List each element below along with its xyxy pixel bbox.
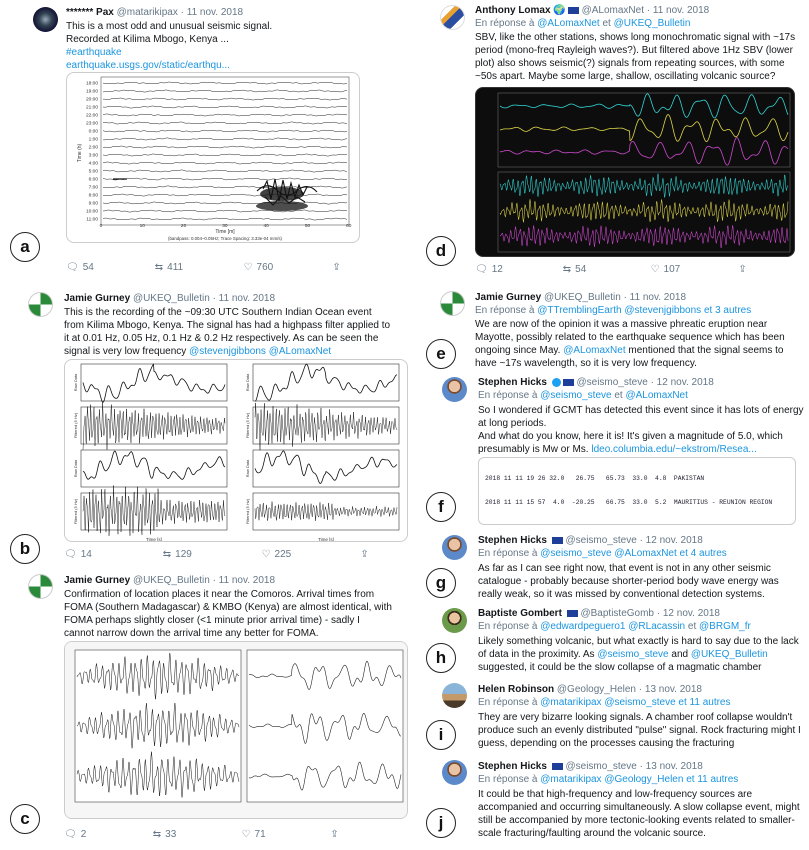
helicorder-trace <box>103 178 347 180</box>
author-name[interactable]: Anthony Lomax <box>475 5 551 16</box>
mention-link[interactable]: @stevenjgibbons <box>624 305 702 316</box>
helicorder-trace <box>103 82 347 84</box>
helicorder-trace <box>103 114 347 116</box>
like-icon: ♡ <box>650 264 660 275</box>
time-tick-label: 6:00 <box>88 177 98 183</box>
seismic-trace <box>83 364 225 402</box>
tweet-text-line: It could be that high-frequency and low-frequency sources are <box>478 789 753 800</box>
author-handle[interactable]: @BaptisteGomb <box>580 608 654 619</box>
tweet-text-line: catalogue - probably because shorter-period body wave energy was <box>478 576 779 587</box>
time-tick-label: 21:00 <box>85 105 98 111</box>
like-button[interactable]: ♡ 71 <box>241 829 266 841</box>
tweet-text-line: ~50s apart. Maybe some large, shallow, oscillating volcanic source? <box>475 71 776 82</box>
reply-button[interactable]: 🗨 12 <box>475 264 503 276</box>
tweet-text-line: suggested, it could be the slow collapse of a magmatic chamber <box>478 662 762 673</box>
colored-trace <box>500 199 788 222</box>
helicorder-trace <box>103 154 347 156</box>
like-icon: ♡ <box>243 262 253 273</box>
tweet-text-line: SBV, like the other stations, shows long monochromatic signal with ~17s <box>475 32 796 43</box>
mention-link[interactable]: @TTremblingEarth <box>537 305 622 316</box>
eu-flag-icon <box>568 7 579 14</box>
tweet-text-line: accompanied and occurring simultaneously. A slow collapse event, might <box>478 802 800 813</box>
y-axis-label: Filtered (5 Hz) <box>73 498 78 525</box>
time-tick-label: 7:00 <box>88 185 98 191</box>
author-handle[interactable]: @seismo_steve <box>565 535 637 546</box>
catalogue-table <box>485 459 772 525</box>
panel-label: h <box>426 643 456 673</box>
reply-icon: 🗨 <box>64 829 77 840</box>
share-button[interactable] <box>330 829 342 840</box>
tweet-date[interactable]: · 11 nov. 2018 <box>212 575 276 586</box>
tweet-text-line: at long periods. <box>478 418 547 429</box>
reply-context: En réponse à @matarikipax @seismo_steve et 11 autres <box>478 697 731 708</box>
y-axis-label: Raw Data <box>73 373 78 392</box>
mention-link[interactable]: @seismo_steve <box>597 649 669 660</box>
author-handle[interactable]: @seismo_steve <box>576 377 648 388</box>
panel-label: i <box>426 720 456 750</box>
mention-link[interactable]: @matarikipax <box>540 774 602 785</box>
reply-icon: 🗨 <box>475 264 488 275</box>
seismic-trace <box>255 451 397 484</box>
panel-label: d <box>426 236 456 266</box>
helicorder-trace <box>103 138 347 140</box>
like-button[interactable]: ♡ 760 <box>243 262 274 274</box>
time-tick-label: 0:00 <box>88 129 98 135</box>
reply-icon: 🗨 <box>66 262 79 273</box>
tweet-text-line: scale fracturing/faulting around the volcanic source. <box>478 828 706 839</box>
mention-link[interactable]: @ALomaxNet <box>563 345 626 356</box>
avatar[interactable] <box>442 683 467 708</box>
y-axis-label: Filtered (5 Hz) <box>73 412 78 439</box>
mention-link[interactable]: @matarikipax <box>540 697 602 708</box>
mention-more-link[interactable]: et 3 autres <box>703 305 752 316</box>
share-button[interactable] <box>332 262 344 273</box>
author-name[interactable]: Stephen Hicks <box>478 377 547 388</box>
tweet-text-line: plot) also shows seismic(?) signals from repeating sources, with some <box>475 58 785 69</box>
time-tick-label: 18:00 <box>85 81 98 87</box>
seismic-trace <box>255 502 397 521</box>
tweet-date[interactable]: · 13 nov. 2018 <box>639 761 703 772</box>
seismogram-image[interactable] <box>66 72 360 243</box>
like-icon: ♡ <box>241 829 251 840</box>
tweet-text-line: still be accompanied by more tectonic-looking events related to smaller- <box>478 815 795 826</box>
tweet-text-line: They are very bizarre looking signals. A chamber roof collapse wouldn't <box>478 712 793 723</box>
x-tick-label: 10 <box>139 224 145 229</box>
mention-link[interactable]: @seismo_steve <box>540 548 612 559</box>
panel-label: c <box>10 804 40 834</box>
panel-label: g <box>426 568 456 598</box>
author-handle[interactable]: @UKEQ_Bulletin <box>132 293 210 304</box>
share-icon: ⇪ <box>738 264 747 275</box>
y-axis-label: Raw Data <box>245 373 250 392</box>
arrival-time-image[interactable] <box>64 641 408 819</box>
mention-link[interactable]: @BRGM_fr <box>699 621 751 632</box>
retweet-icon: ⇆ <box>162 549 172 560</box>
share-button[interactable] <box>360 549 372 560</box>
author-name[interactable]: Helen Robinson <box>478 684 555 695</box>
time-tick-label: 3:00 <box>88 153 98 159</box>
retweet-icon: ⇆ <box>154 262 164 273</box>
mention-more-link[interactable]: et 11 autres <box>678 697 731 708</box>
tweet-text-line: produce such an evenly distributed "pulse" signal. Rock fracturing might I <box>478 725 801 736</box>
mention-link[interactable]: @seismo_steve <box>604 697 676 708</box>
subplot-frame <box>253 364 399 401</box>
tweet-text-line: cannot narrow down the arrival time any better for FOMA. <box>64 628 319 639</box>
tweet-text-line: FOMA perhaps slightly closer (<1 minute prior arrival time) - sadly I <box>64 615 360 626</box>
tweet-text-line: FOMA (Southern Madagascar) & KMBO (Kenya) are almost identical, with <box>64 602 392 613</box>
tweet-text-line: This is a most odd and unusual seismic signal. <box>66 21 273 32</box>
tweet-text-line: it at 0.01 Hz, 0.05 Hz, 0.1 Hz & 0.2 Hz respectively. As can be seen the <box>64 333 379 344</box>
retweet-button[interactable]: ⇆ 33 <box>152 829 177 841</box>
time-tick-label: 8:00 <box>88 193 98 199</box>
panel-label: f <box>426 492 456 522</box>
avatar[interactable] <box>33 7 58 32</box>
time-tick-label: 1:00 <box>88 137 98 143</box>
time-tick-label: 10:00 <box>85 209 98 215</box>
mention-link[interactable]: @seismo_steve <box>540 390 612 401</box>
mention-links[interactable]: @stevenjgibbons @ALomaxNet <box>189 346 332 357</box>
avatar[interactable] <box>442 535 467 560</box>
helicorder-trace <box>103 98 347 100</box>
x-axis-label: Time [s] <box>318 537 334 542</box>
avatar[interactable] <box>440 291 465 316</box>
avatar[interactable] <box>440 5 465 30</box>
helicorder-plot <box>67 73 360 243</box>
tweet-date[interactable]: · 13 nov. 2018 <box>638 684 702 695</box>
time-tick-label: 23:00 <box>85 121 98 127</box>
filtered-plots <box>65 360 408 542</box>
helicorder-trace <box>103 162 347 164</box>
helicorder-trace <box>103 130 347 132</box>
mention-link[interactable]: @edwardpeguero1 <box>540 621 626 632</box>
share-icon: ⇪ <box>360 549 369 560</box>
x-tick-label: 0 <box>99 224 103 229</box>
helicorder-trace <box>103 194 347 196</box>
time-tick-label: 2:00 <box>88 145 98 151</box>
tweet-date[interactable]: · 12 nov. 2018 <box>639 535 703 546</box>
mention-more-link[interactable]: et 4 autres <box>679 548 727 559</box>
hashtag-link[interactable]: #earthquake <box>66 47 122 58</box>
helicorder-trace <box>103 210 347 212</box>
author-name[interactable]: Jamie Gurney <box>475 292 542 303</box>
time-tick-label: 22:00 <box>85 113 98 119</box>
helicorder-trace <box>103 218 347 220</box>
tweet-date[interactable]: · 12 nov. 2018 <box>656 608 720 619</box>
sbv-seismogram-image[interactable] <box>475 87 795 257</box>
reply-context: En réponse à @seismo_steve @ALomaxNet et 4 autres <box>478 548 727 559</box>
author-name[interactable]: Stephen Hicks <box>478 761 547 772</box>
plot-caption: (bandpass: 0.004–0.05Hz; Trace Spacing: 3.33e-04 mm/s) <box>168 236 282 241</box>
seismic-trace <box>255 364 397 401</box>
x-tick-label: 40 <box>263 224 269 229</box>
colored-trace <box>500 173 788 197</box>
reply-context: En réponse à @seismo_steve et @ALomaxNet <box>478 390 688 401</box>
x-tick-label: 30 <box>222 224 228 229</box>
retweet-button[interactable]: ⇆ 411 <box>154 262 184 274</box>
panel-label: b <box>10 534 40 564</box>
avatar[interactable] <box>442 377 467 402</box>
tweet-date[interactable]: · 11 nov. 2018 <box>212 293 276 304</box>
author-handle[interactable]: @ALomaxNet <box>581 5 644 16</box>
y-axis-label: Raw Data <box>245 459 250 478</box>
filtered-seismogram-image[interactable] <box>64 359 408 542</box>
tweet-text-line: really weak, so it was missed by conventional detection systems. <box>478 589 765 600</box>
time-tick-label: 19:00 <box>85 89 98 95</box>
mention-link[interactable]: @ALomaxNet <box>614 548 677 559</box>
x-tick-label: 50 <box>304 224 311 229</box>
panel-label: e <box>426 339 456 369</box>
time-tick-label: 20:00 <box>85 97 98 103</box>
reply-icon: 🗨 <box>64 549 77 560</box>
tweet-text-line: Likely something volcanic, but what exactly is hard to say due to the lack <box>478 636 799 647</box>
retweet-button[interactable]: ⇆ 54 <box>562 264 587 276</box>
tweet-date[interactable]: · 11 nov. 2018 <box>646 5 710 16</box>
seismic-trace <box>83 451 225 479</box>
x-tick-label: 60 <box>346 224 352 229</box>
author-handle[interactable]: @UKEQ_Bulletin <box>543 292 621 303</box>
gcmt-catalogue-image[interactable] <box>478 457 796 525</box>
like-button[interactable]: ♡ 107 <box>650 264 681 276</box>
colored-trace <box>500 138 788 165</box>
verified-icon <box>552 378 561 387</box>
y-axis-label: Raw Data <box>73 459 78 478</box>
retweet-button[interactable]: ⇆ 129 <box>162 549 192 561</box>
seismic-trace <box>83 402 225 449</box>
tweet-text-line: have ~17s wavelength, so it is very low frequency. <box>475 358 697 369</box>
x-axis-label: Time [m] <box>215 229 235 235</box>
reply-context: En réponse à @matarikipax @Geology_Helen et 11 autres <box>478 774 739 785</box>
tweet-text-line: So I wondered if GCMT has detected this event since it has lots of energy <box>478 405 804 416</box>
reply-button[interactable]: 🗨 2 <box>64 829 87 841</box>
table-row: 2018 11 11 15 57 4.0 -20.25 66.75 33.0 5.2 MAURITIUS - REUNION REGION <box>485 499 773 507</box>
subplot-frame <box>253 450 399 487</box>
author-name[interactable]: ******* Pax <box>66 7 114 18</box>
author-name[interactable]: Jamie Gurney <box>64 293 131 304</box>
reply-context: En réponse à @ALomaxNet et @UKEQ_Bulletin <box>475 18 691 29</box>
tweet-date[interactable]: · 11 nov. 2018 <box>180 7 244 18</box>
subplot-frame <box>81 450 227 487</box>
helicorder-trace <box>103 170 347 172</box>
time-tick-label: 9:00 <box>88 201 98 207</box>
tweet-text-line: And what do you know, here it is! It's given a magnitude of 5.0, which <box>478 431 783 442</box>
tweet-text-line: signal is very low frequency <box>64 346 187 357</box>
author-handle[interactable]: @UKEQ_Bulletin <box>132 575 210 586</box>
mention-link[interactable]: @ALomaxNet <box>625 390 688 401</box>
share-button[interactable] <box>738 264 750 275</box>
author-handle[interactable]: @matarikipax <box>116 7 178 18</box>
author-handle[interactable]: @seismo_steve <box>565 761 637 772</box>
share-icon: ⇪ <box>332 262 341 273</box>
tweet-text-line: This is the recording of the ~09:30 UTC Southern Indian Ocean event <box>64 307 372 318</box>
tweet-date[interactable]: · 11 nov. 2018 <box>623 292 687 303</box>
panel-label: a <box>10 232 40 262</box>
mention-link[interactable]: @RLacassin <box>628 621 686 632</box>
x-axis-label: Time [s] <box>146 537 162 542</box>
tweet-text-line: Confirmation of location places it near the Comoros. Arrival times from <box>64 589 375 600</box>
retweet-icon: ⇆ <box>562 264 572 275</box>
tweet-text-line: guess, depending on the processes causing the fracturing <box>478 738 735 749</box>
y-axis-label: Filtered (5 Hz) <box>245 498 250 525</box>
helicorder-trace <box>103 90 347 92</box>
mention-link[interactable]: @UKEQ_Bulletin <box>613 18 691 29</box>
mention-more-link[interactable]: et 11 autres <box>686 774 739 785</box>
colored-trace <box>500 225 788 248</box>
table-row: 2018 11 11 19 26 32.0 26.75 65.73 33.0 4.8 PAKISTAN <box>485 475 705 483</box>
eu-flag-icon <box>552 763 563 770</box>
eu-flag-icon <box>567 610 578 617</box>
author-name[interactable]: Baptiste Gombert <box>478 608 562 619</box>
tweet-text-line: period (mono-freq Rayleigh waves?). But filtered above 1Hz SBV (lower <box>475 45 793 56</box>
panel-label: j <box>426 808 456 838</box>
mention-link[interactable]: @UKEQ_Bulletin <box>690 649 768 660</box>
x-tick-label: 20 <box>180 224 187 229</box>
avatar[interactable] <box>28 574 53 599</box>
helicorder-trace <box>103 122 347 124</box>
retweet-icon: ⇆ <box>152 829 162 840</box>
sbv-plots <box>476 88 795 257</box>
reply-context: En réponse à @edwardpeguero1 @RLacassin et @BRGM_fr <box>478 621 751 632</box>
arrival-time-plots <box>65 642 408 819</box>
colored-trace <box>500 115 788 142</box>
reply-button[interactable]: 🗨 54 <box>66 262 94 274</box>
table-row <box>485 524 772 525</box>
y-axis-label: Filtered (5 Hz) <box>245 412 250 439</box>
seismic-trace <box>255 403 397 450</box>
tweet-text-line: Recorded at Kilima Mbogo, Kenya ... <box>66 34 229 45</box>
author-handle[interactable]: @Geology_Helen <box>556 684 636 695</box>
globe-icon: 🌍 <box>553 5 566 16</box>
tweet-text-line: We are now of the opinion it was a massive phreatic eruption near <box>475 319 768 330</box>
right-panel-frame <box>247 650 403 802</box>
time-tick-label: 11:00 <box>86 217 98 223</box>
mention-link[interactable]: @Geology_Helen <box>604 774 684 785</box>
time-tick-label: 5:00 <box>88 169 98 175</box>
tweet-text-line: from Kilima Mbogo, Kenya. The signal has had a highpass filter applied to <box>64 320 391 331</box>
avatar[interactable] <box>28 292 53 317</box>
tweet-text-line: Mayotte, possibly related to the earthquake sequence which has been <box>475 332 785 343</box>
url-link[interactable]: ldeo.columbia.edu/~ekstrom/Resea... <box>591 444 757 455</box>
share-icon: ⇪ <box>330 829 339 840</box>
avatar[interactable] <box>442 760 467 785</box>
colored-trace <box>500 94 788 118</box>
tweet-text-line: As far as I can see right now, that event is not in any other seismic <box>478 563 771 574</box>
reply-context: En réponse à @TTremblingEarth @stevenjgibbons et 3 autres <box>475 305 752 316</box>
url-link[interactable]: earthquake.usgs.gov/static/earthqu... <box>66 60 230 71</box>
mention-link[interactable]: @ALomaxNet <box>537 18 600 29</box>
helicorder-trace <box>103 202 347 204</box>
helicorder-trace <box>103 146 347 148</box>
author-name[interactable]: Stephen Hicks <box>478 535 547 546</box>
author-name[interactable]: Jamie Gurney <box>64 575 131 586</box>
tweet-date[interactable]: · 12 nov. 2018 <box>650 377 714 388</box>
helicorder-trace <box>103 106 347 108</box>
like-button[interactable]: ♡ 225 <box>261 549 292 561</box>
time-tick-label: 4:00 <box>88 161 98 167</box>
like-icon: ♡ <box>261 549 271 560</box>
avatar[interactable] <box>442 608 467 633</box>
y-axis-label: Time (h) <box>77 143 83 163</box>
eu-flag-icon <box>563 379 574 386</box>
eu-flag-icon <box>552 537 563 544</box>
reply-button[interactable]: 🗨 14 <box>64 549 92 561</box>
